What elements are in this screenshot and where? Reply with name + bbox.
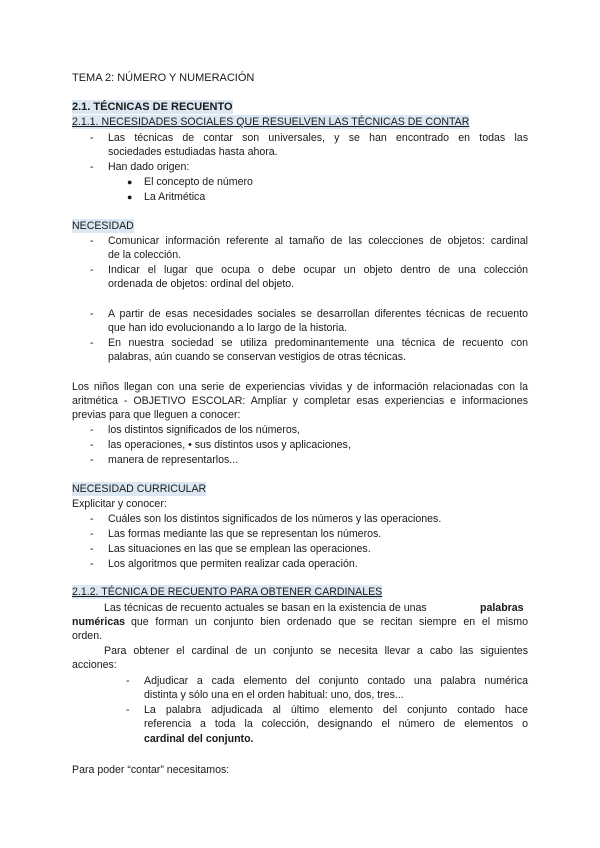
subsection-heading: 2.1.1. NECESIDADES SOCIALES QUE RESUELVEN LAS TÉCNICAS DE CONTAR — [72, 116, 470, 128]
dash-bullet: - — [90, 337, 94, 349]
list-item-text: Comunicar información referente al tamaño de las colecciones de objetos: cardinal — [108, 235, 528, 247]
list-item-text: que han ido evolucionando a lo largo de la historia. — [108, 322, 348, 334]
list-item-text: ordenada de objetos: ordinal del objeto. — [108, 278, 295, 290]
dash-bullet: - — [90, 161, 94, 173]
dash-bullet: - — [90, 439, 94, 451]
dash-bullet: - — [90, 424, 94, 436]
dash-bullet: - — [90, 454, 94, 466]
list-item-text: las operaciones, • sus distintos usos y aplicaciones, — [108, 439, 351, 451]
list-item-text: referencia a toda la colección, designando el número de elementos o — [144, 718, 528, 730]
dash-bullet: - — [90, 264, 94, 276]
dash-bullet: - — [90, 558, 94, 570]
necesidad-heading: NECESIDAD — [72, 220, 134, 232]
dash-bullet: - — [90, 132, 94, 144]
curricular-intro: Explicitar y conocer: — [72, 498, 167, 510]
bold-term: cardinal del conjunto. — [144, 733, 254, 745]
list-item-text: manera de representarlos... — [108, 454, 239, 466]
list-item-text: sociedades estudiadas hasta ahora. — [108, 146, 278, 158]
list-item-text: En nuestra sociedad se utiliza predominantemente una técnica de recuento con — [108, 337, 528, 349]
paragraph-text: aritmética - OBJETIVO ESCOLAR: Ampliar y completar esas experiencias e informaciones — [72, 395, 528, 407]
paragraph-text: Las técnicas de recuento actuales se basan en la existencia de unas — [104, 602, 427, 614]
dot-bullet: ● — [127, 177, 133, 187]
paragraph-text: que forman un conjunto bien ordenado que se recitan siempre en el mismo — [131, 616, 528, 628]
dash-bullet: - — [90, 513, 94, 525]
sub-list-item-text: El concepto de número — [144, 176, 253, 188]
paragraph-text: previas para que lleguen a conocer: — [72, 409, 241, 421]
paragraph-text: Los niños llegan con una serie de experiencias vividas y de información relacionadas con la — [72, 381, 528, 393]
bold-term: numéricas — [72, 616, 125, 628]
list-item-text: los distintos significados de los números, — [108, 424, 300, 436]
list-item-text: La palabra adjudicada al último elemento del conjunto contado hace — [144, 704, 528, 716]
dash-bullet: - — [90, 543, 94, 555]
list-item-text: palabras, aún cuando se conservan vestigios de otras técnicas. — [108, 351, 406, 363]
paragraph-text: Para obtener el cardinal de un conjunto se necesita llevar a cabo las siguientes — [104, 645, 528, 657]
list-item-text: Las formas mediante las que se representan los números. — [108, 528, 382, 540]
dash-bullet: - — [90, 528, 94, 540]
sub-list-item-text: La Aritmética — [144, 191, 206, 203]
list-item-text: Adjudicar a cada elemento del conjunto contado una palabra numérica — [144, 675, 528, 687]
bold-term: palabras — [480, 602, 524, 614]
dash-bullet: - — [126, 675, 130, 687]
dot-bullet: ● — [127, 192, 133, 202]
paragraph-text: acciones: — [72, 659, 117, 671]
list-item-text: Las técnicas de contar son universales, y se han encontrado en todas las — [108, 132, 528, 144]
doc-title: TEMA 2: NÚMERO Y NUMERACIÓN — [72, 72, 255, 84]
dash-bullet: - — [90, 308, 94, 320]
closing-text: Para poder “contar” necesitamos: — [72, 764, 230, 776]
list-item-text: A partir de esas necesidades sociales se desarrollan diferentes técnicas de recuento — [108, 308, 528, 320]
list-item-text: Los algoritmos que permiten realizar cada operación. — [108, 558, 358, 570]
list-item-text: distinta y sólo una en el orden habitual: uno, dos, tres... — [144, 689, 404, 701]
list-item-text: Indicar el lugar que ocupa o debe ocupar un objeto dentro de una colección — [108, 264, 528, 276]
list-item-text: de la colección. — [108, 249, 182, 261]
list-item-text: Cuáles son los distintos significados de los números y las operaciones. — [108, 513, 442, 525]
list-item-text: Las situaciones en las que se emplean las operaciones. — [108, 543, 371, 555]
subsection-heading: 2.1.2. TÉCNICA DE RECUENTO PARA OBTENER CARDINALES — [72, 586, 383, 598]
curricular-heading: NECESIDAD CURRICULAR — [72, 483, 207, 495]
section-heading: 2.1. TÉCNICAS DE RECUENTO — [72, 101, 233, 113]
dash-bullet: - — [90, 235, 94, 247]
paragraph-text: orden. — [72, 630, 103, 642]
list-item-text: Han dado origen: — [108, 161, 190, 173]
dash-bullet: - — [126, 704, 130, 716]
